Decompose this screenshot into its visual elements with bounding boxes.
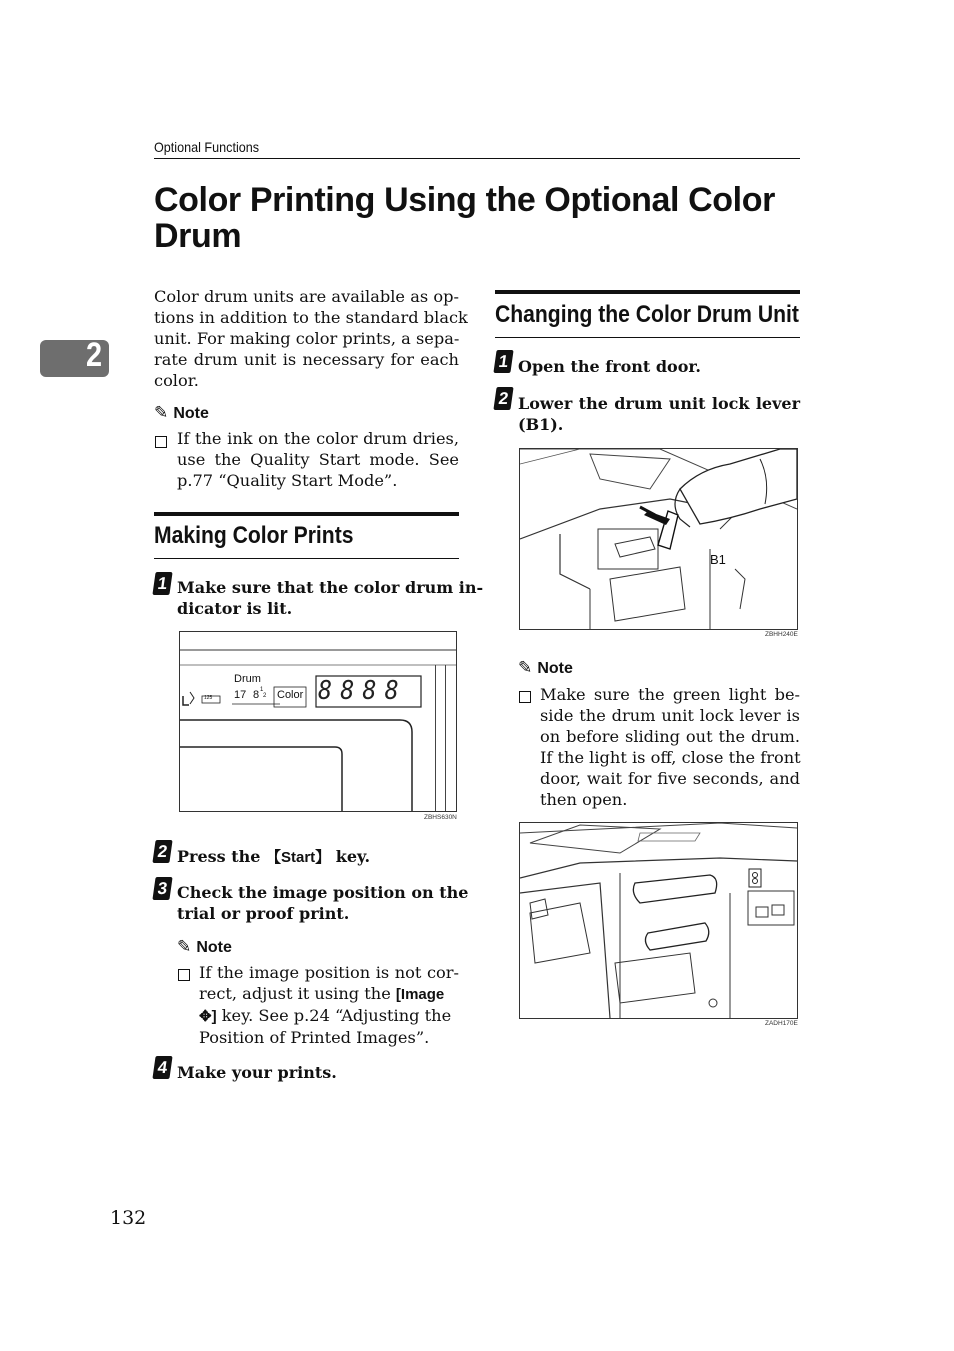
- header-rule: [154, 158, 800, 159]
- checkbox-icon: [178, 966, 190, 985]
- drum-label: Drum: [234, 673, 261, 685]
- step-number: 3: [152, 877, 172, 900]
- section-rule-top: [495, 290, 800, 294]
- drum-unit-figure: [519, 822, 798, 1019]
- step-2-prefix: Press the: [177, 847, 266, 866]
- step-2-text: [518, 393, 800, 435]
- intro-line: Color drum units are available as op-: [154, 287, 459, 306]
- note-line: If the image position is not cor-: [199, 963, 459, 982]
- note-line: If the light is off, close the front: [540, 748, 801, 767]
- figure-code: ZBHH240E: [765, 631, 798, 638]
- section-title-making-color-prints: Making Color Prints: [154, 522, 354, 549]
- intro-line: rate drum unit is necessary for each: [154, 350, 459, 369]
- section-rule-top: [154, 512, 459, 516]
- step-line: Lower the drum unit lock lever: [518, 394, 800, 413]
- image-key: [Image: [395, 986, 445, 1003]
- note-label: Note: [173, 405, 209, 422]
- figure-code: ZBHS630N: [424, 814, 457, 821]
- intro-line: tions in addition to the standard black: [154, 308, 468, 327]
- step-1-text: [177, 577, 484, 619]
- step-4-text: Make your prints.: [177, 1063, 337, 1082]
- seven-segment-display: 8888: [318, 676, 407, 706]
- note-3-text: [540, 684, 800, 810]
- note-line: use the Quality Start mode. See: [177, 450, 459, 469]
- page-number: 132: [110, 1207, 147, 1229]
- intro-line: unit. For making color prints, a sepa-: [154, 329, 460, 348]
- note-line: then open.: [540, 790, 628, 809]
- lock-lever-illustration: [520, 449, 797, 629]
- note-heading: [177, 937, 232, 957]
- panel-icon-label: 125: [204, 695, 213, 701]
- control-panel-figure: [179, 631, 457, 812]
- size-17-label: 17: [234, 689, 247, 701]
- size-8-label: 8: [253, 689, 260, 701]
- step-number: 2: [152, 840, 172, 863]
- section-title-changing-drum: Changing the Color Drum Unit: [495, 301, 799, 328]
- checkbox-icon: [519, 688, 531, 707]
- note-line: [199, 983, 459, 1005]
- step-2-suffix: key.: [330, 847, 371, 866]
- pencil-icon: ✎: [518, 658, 533, 678]
- step-line: Check the image position on the: [177, 883, 469, 902]
- b1-callout-label: B1: [710, 552, 726, 567]
- image-position-key: ✥]: [199, 1008, 217, 1025]
- note-line: door, wait for five seconds, and: [540, 769, 800, 788]
- figure-code: ZADH170E: [765, 1020, 798, 1027]
- size-fraction-top: 1: [260, 687, 264, 693]
- step-line: dicator is lit.: [177, 599, 293, 618]
- note-line: side the drum unit lock lever is: [540, 706, 800, 725]
- drum-unit-illustration: [520, 823, 797, 1018]
- step-2-text: [177, 846, 370, 868]
- page-title-line1: Color Printing Using the Optional Color: [154, 181, 775, 219]
- step-line: trial or proof print.: [177, 904, 350, 923]
- control-panel-illustration: [180, 632, 456, 811]
- pencil-icon: ✎: [154, 403, 169, 423]
- page-title-line2: Drum: [154, 217, 242, 255]
- step-line: Make sure that the color drum in-: [177, 578, 484, 597]
- start-key: 【Start】: [266, 849, 331, 866]
- note-line: Make sure the green light be-: [540, 685, 800, 704]
- section-rule-bottom: [495, 337, 800, 338]
- pencil-icon: ✎: [177, 937, 192, 957]
- step-number: 4: [152, 1056, 172, 1079]
- note-heading: [518, 658, 573, 678]
- note-heading: [154, 403, 209, 423]
- checkbox-icon: [155, 433, 167, 452]
- step-line: (B1).: [518, 415, 564, 434]
- running-head: Optional Functions: [154, 139, 260, 155]
- chapter-tab-number: 2: [86, 336, 103, 374]
- intro-paragraph: [154, 286, 468, 391]
- step-1-text: Open the front door.: [518, 357, 701, 376]
- note-line: If the ink on the color drum dries,: [177, 429, 459, 448]
- intro-line: color.: [154, 371, 199, 390]
- note-label: Note: [537, 660, 573, 677]
- note-line-suffix: key. See p.24 “Adjusting the: [216, 1006, 452, 1025]
- note-label: Note: [196, 939, 232, 956]
- step-number: 1: [493, 350, 513, 373]
- color-label: Color: [277, 689, 304, 701]
- step-3-text: [177, 882, 469, 924]
- step-number: 1: [152, 572, 172, 595]
- note-1-text: [177, 428, 459, 491]
- size-fraction-bottom: 2: [263, 693, 267, 699]
- note-line: [199, 1005, 459, 1027]
- note-line: Position of Printed Images”.: [199, 1028, 430, 1047]
- section-rule-bottom: [154, 558, 459, 559]
- step-number: 2: [493, 387, 513, 410]
- lock-lever-figure: [519, 448, 798, 630]
- note-line-prefix: rect, adjust it using the: [199, 984, 396, 1003]
- note-line: on before sliding out the drum.: [540, 727, 800, 746]
- note-line: p.77 “Quality Start Mode”.: [177, 471, 398, 490]
- note-2-text: [199, 962, 459, 1048]
